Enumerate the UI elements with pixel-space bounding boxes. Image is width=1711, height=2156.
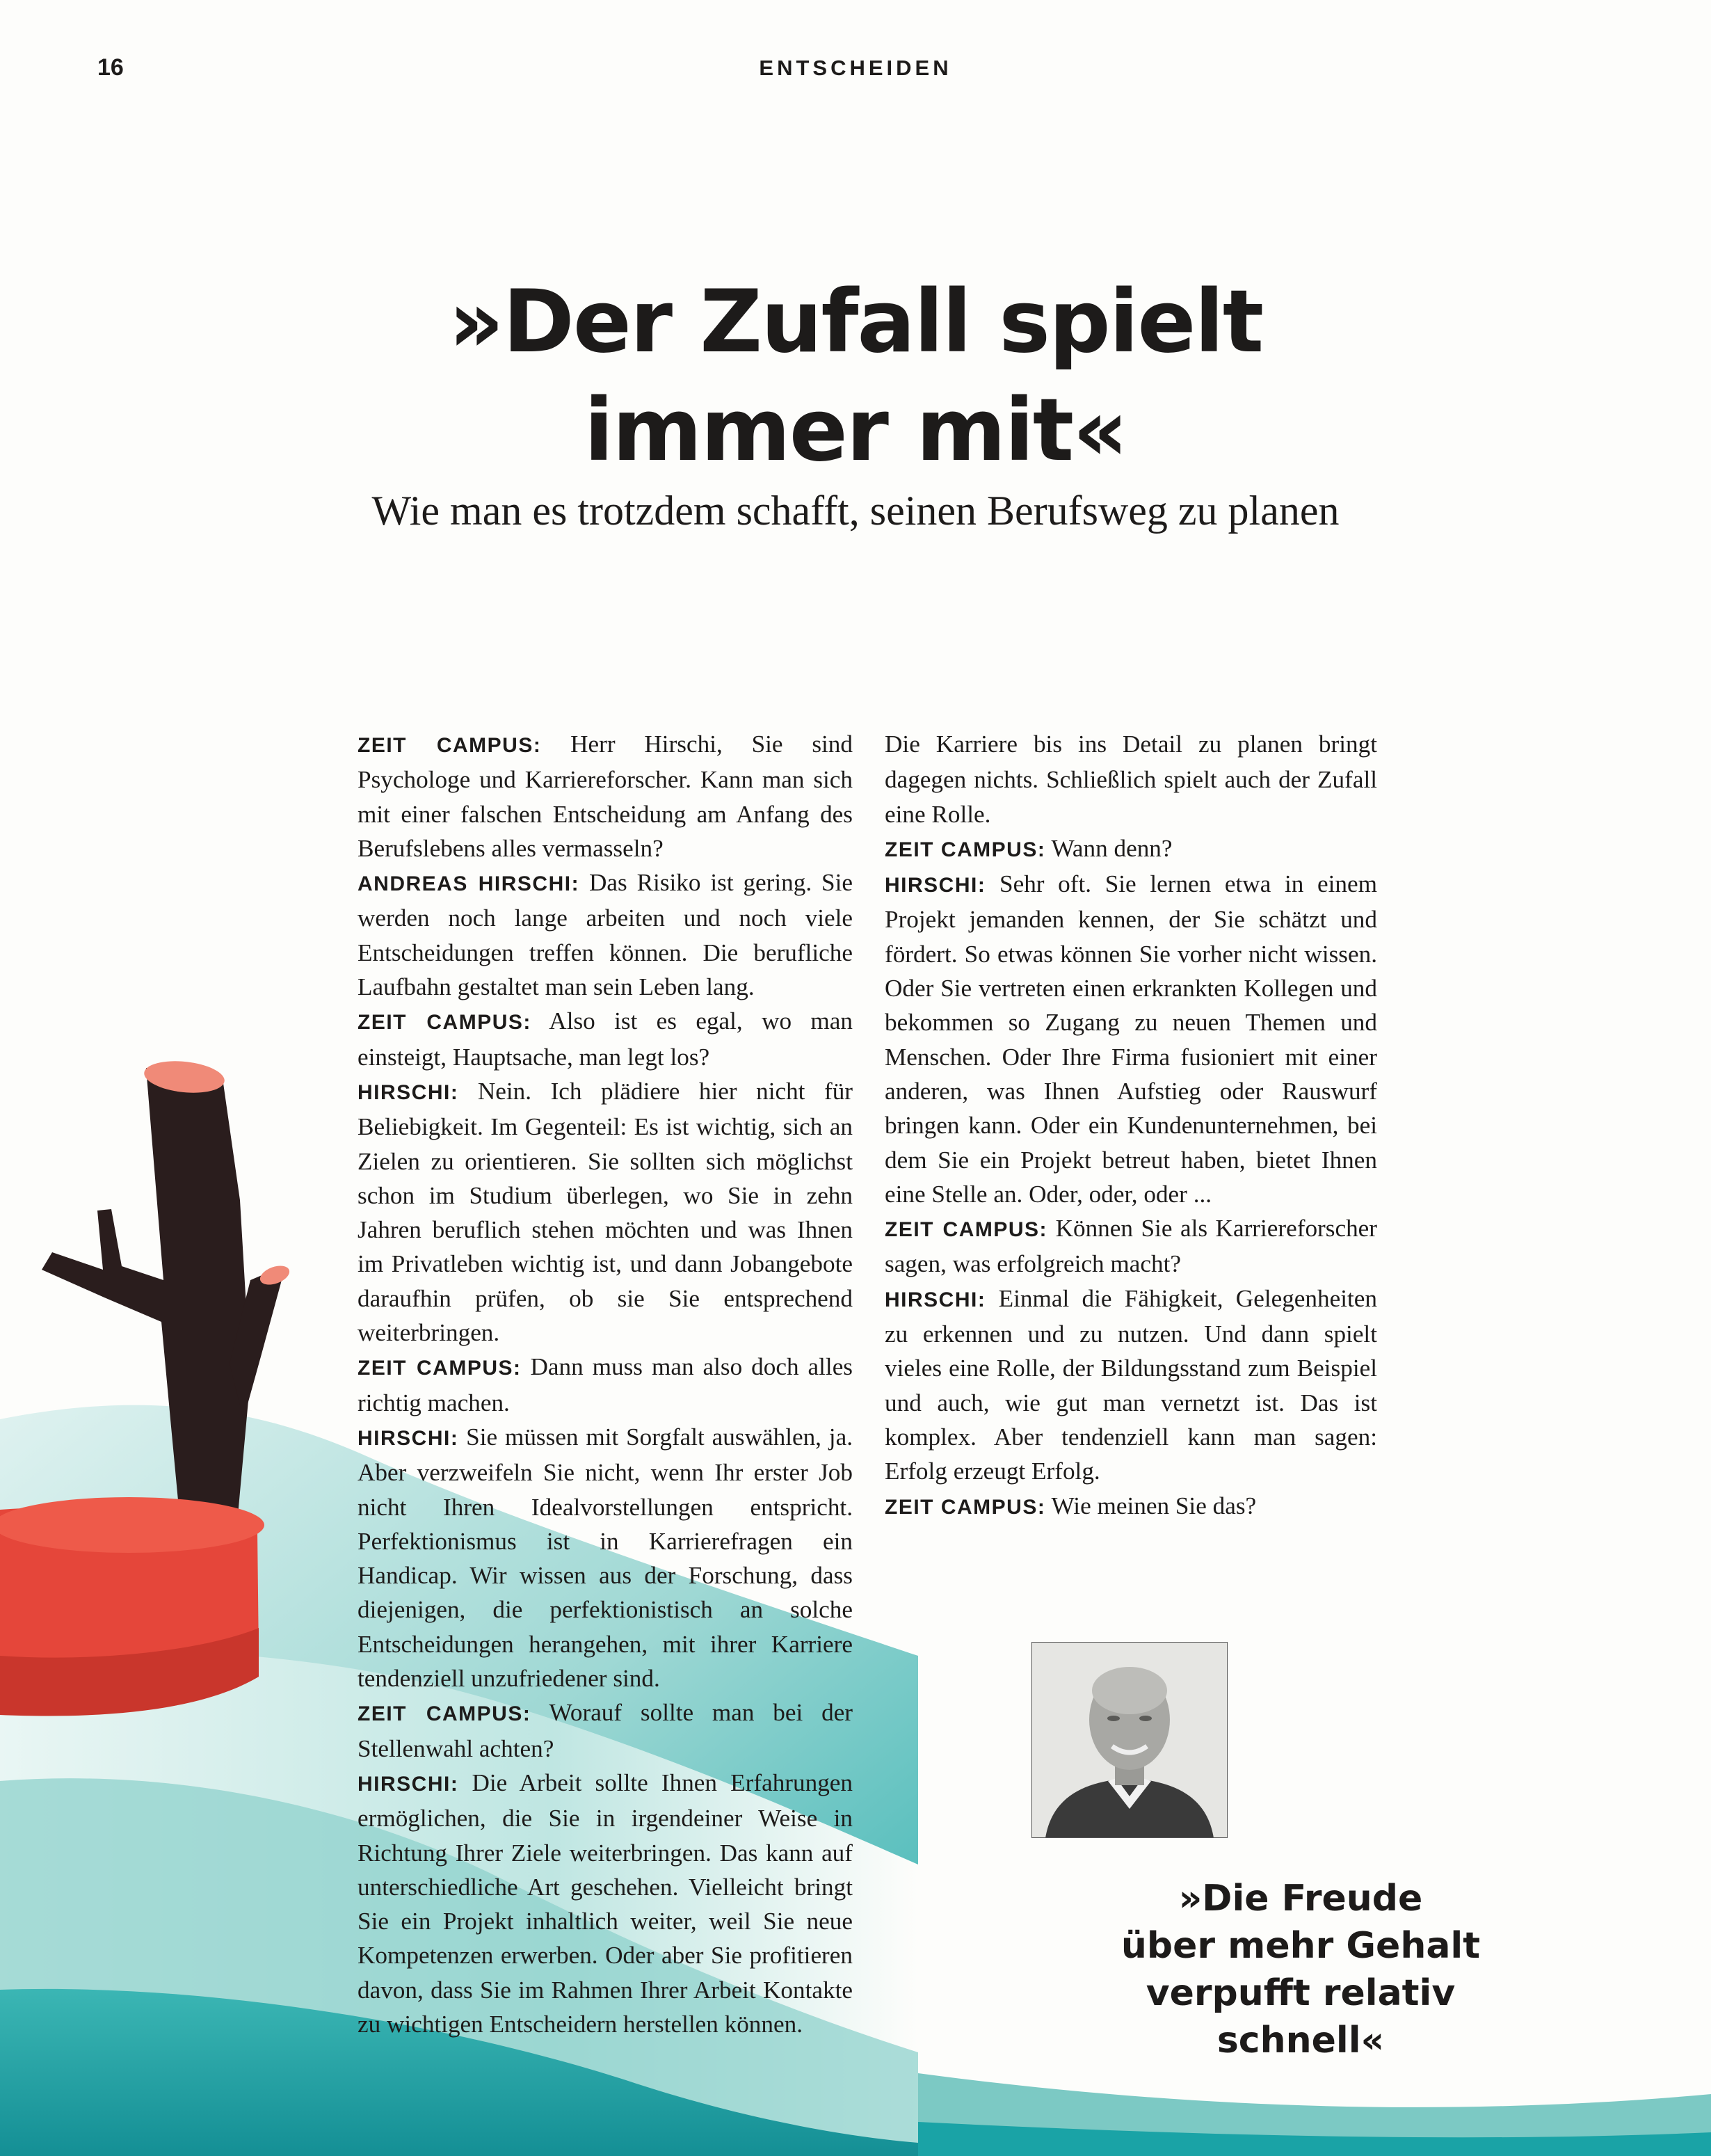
interview-column-right	[885, 727, 1377, 1524]
headline-line-1: »Der Zufall spielt	[448, 272, 1263, 372]
interview-column-left	[358, 727, 853, 2041]
interview-paragraph	[885, 831, 1377, 867]
speaker-label: ZEIT CAMPUS:	[885, 1495, 1046, 1519]
interview-paragraph	[885, 1281, 1377, 1489]
speaker-label: ZEIT CAMPUS:	[885, 838, 1046, 861]
interview-paragraph	[358, 727, 853, 865]
speaker-label: HIRSCHI:	[358, 1426, 459, 1450]
interview-paragraph	[358, 865, 853, 1004]
pull-quote-line-2: über mehr Gehalt	[1120, 1925, 1481, 1967]
answer-text: Herr Hirschi, Sie sind Psychologe und Karriereforscher. Kann man sich mit einer falschen Entscheidung am Anfang des Berufslebens alles vermasseln?	[358, 730, 853, 862]
answer-text: Sehr oft. Sie lernen etwa in einem Projekt jemanden kennen, der Sie schätzt und fördert. So etwas können Sie vorher nicht wissen. Oder Sie vertreten einen erkrankten Kollegen und bekommen so Zugang zu neuen Themen und Menschen. Oder Ihre Firma fusioniert mit einer anderen, was Ihnen Aufstieg oder Rauswurf bringen kann. Oder ein Kundenunternehmen, bei dem Sie ein Projekt betreut haben, bietet Ihnen eine Stelle an. Oder, oder, oder ...	[885, 870, 1377, 1208]
interview-paragraph	[358, 1695, 853, 1766]
interview-paragraph	[885, 1211, 1377, 1281]
section-label: ENTSCHEIDEN	[759, 56, 952, 80]
interview-paragraph	[358, 1420, 853, 1695]
pull-quote-line-3: verpufft relativ	[1146, 1972, 1456, 2014]
red-stump-top	[0, 1497, 264, 1553]
answer-text: Worauf sollte man bei der Stellenwahl achten?	[358, 1699, 853, 1762]
interview-paragraph	[358, 1004, 853, 1074]
interview-paragraph	[358, 1350, 853, 1420]
answer-text: Sie müssen mit Sorgfalt auswählen, ja. Aber verzweifeln Sie nicht, wenn Ihr erster Job nicht Ihren Idealvorstellungen entspricht. Perfektionismus ist in Karrierefragen ein Handicap. Wir wissen aus der Forschung, dass diejenigen, die perfektionistisch an solche Entscheidungen herangehen, mit ihrer Karriere tendenziell unzufriedener sind.	[358, 1423, 853, 1693]
answer-text: Wie meinen Sie das?	[1051, 1492, 1257, 1519]
speaker-label: ZEIT CAMPUS:	[358, 1011, 531, 1035]
answer-text: Einmal die Fähigkeit, Gelegenheiten zu erkennen und zu nutzen. Und dann spielt vieles eine Rolle, der Bildungsstand zum Beispiel und auch, wie gut man vernetzt ist. Das ist komplex. Aber tendenziell kann man sagen: Erfolg erzeugt Erfolg.	[885, 1284, 1377, 1485]
speaker-label: ZEIT CAMPUS:	[358, 734, 542, 757]
interview-paragraph	[885, 727, 1377, 831]
interview-paragraph	[358, 1074, 853, 1350]
answer-text: Nein. Ich plädiere hier nicht für Beliebigkeit. Im Gegenteil: Es ist wichtig, sich an Zielen zu orientieren. Sie sollten sich möglichst schon im Studium überlegen, wo Sie in zehn Jahren beruflich stehen möchten und was Ihnen im Privatleben wichtig ist, und dann Jobangebote daraufhin prüfen, ob sie Sie entsprechend weiterbringen.	[358, 1077, 853, 1347]
answer-text: Das Risiko ist gering. Sie werden noch lange arbeiten und noch viele Entscheidungen treffen können. Die berufliche Laufbahn gestaltet man sein Leben lang.	[358, 869, 853, 1001]
interview-paragraph	[885, 1489, 1377, 1524]
speaker-label: HIRSCHI:	[885, 1288, 986, 1311]
speaker-label: ZEIT CAMPUS:	[358, 1357, 522, 1380]
speaker-label: HIRSCHI:	[885, 874, 986, 897]
headline	[0, 268, 1711, 485]
portrait-photo	[1031, 1642, 1228, 1838]
subtitle: Wie man es trotzdem schafft, seinen Berufsweg zu planen	[371, 488, 1340, 534]
speaker-label: ZEIT CAMPUS:	[885, 1218, 1048, 1242]
pull-quote	[932, 1875, 1669, 2064]
answer-text: Können Sie als Karriereforscher sagen, was erfolgreich macht?	[885, 1215, 1378, 1278]
answer-text: Also ist es egal, wo man einsteigt, Hauptsache, man legt los?	[358, 1007, 853, 1071]
pull-quote-line-4: schnell«	[1216, 2020, 1385, 2061]
answer-text: Dann muss man also doch alles richtig machen.	[358, 1353, 853, 1416]
speaker-label: HIRSCHI:	[358, 1772, 459, 1796]
speaker-label: ZEIT CAMPUS:	[358, 1702, 531, 1726]
answer-text: Die Arbeit sollte Ihnen Erfahrungen ermöglichen, die Sie in irgendeiner Weise in Richtung Ihrer Ziele weiterbringen. Das kann auf unterschiedliche Art geschehen. Vielleicht bringt Sie ein Projekt inhaltlich weiter, weil Sie neue Kompetenzen erwerben. Oder aber Sie profitieren davon, dass Sie im Rahmen Ihrer Arbeit Kontakte zu wichtigen Entscheidern herstellen können.	[358, 1768, 853, 2038]
answer-text: Wann denn?	[1051, 834, 1173, 862]
interview-paragraph	[358, 1766, 853, 2041]
speaker-label: ANDREAS HIRSCHI:	[358, 872, 580, 896]
answer-text: Die Karriere bis ins Detail zu planen bringt dagegen nichts. Schließlich spielt auch der Zufall eine Rolle.	[885, 730, 1377, 828]
page-number: 16	[97, 54, 124, 81]
speaker-label: HIRSCHI:	[358, 1080, 459, 1104]
headline-line-2: immer mit«	[584, 381, 1127, 481]
pull-quote-line-1: »Die Freude	[1178, 1878, 1423, 1919]
interview-paragraph	[885, 867, 1377, 1211]
